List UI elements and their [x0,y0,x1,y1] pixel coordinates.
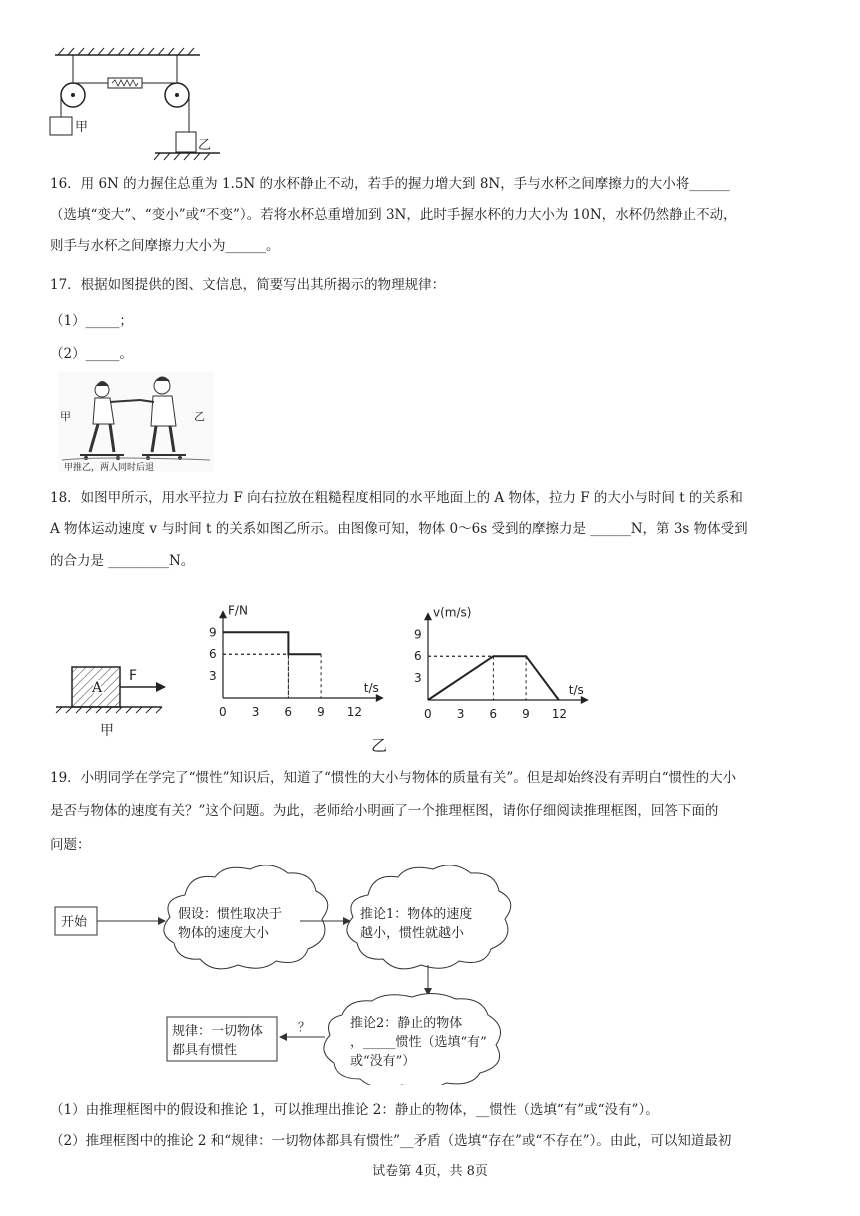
x-tick-label: 12 [551,707,568,721]
flow-start-text: 开始 [61,915,88,930]
flow-question-mark: ？ [298,1020,311,1034]
flow-inference2-l1: 推论2：静止的物体 [350,1016,463,1031]
fig-jia-label: 甲 [100,723,114,739]
q16-line3: 则手与水杯之间摩擦力大小为______。 [50,238,280,254]
fig-yi-label: 乙 [371,736,388,755]
x-tick-label: 12 [346,705,363,719]
label-yi: 乙 [198,138,212,153]
y-tick-label: 6 [209,647,217,662]
q17-blank1: （1）_____； [50,313,133,329]
skater-label-yi: 乙 [194,410,205,423]
x-axis-label: t/s [363,681,379,695]
block-pull-figure [52,650,182,742]
y-tick-label: 9 [414,627,422,642]
q19-line1: 19．小明同学在学完了“惯性”知识后，知道了“惯性的大小与物体的质量有关”。但是却始终没有弄明白“惯性的大小 [50,770,737,786]
x-tick-label: 9 [522,707,530,721]
q17-blank2: （2）_____。 [50,346,133,362]
y-axis-label: v(m/s) [433,605,472,620]
q16-line2: （选填“变大”、“变小”或“不变”）。若将水杯总重增加到 3N，此时手握水杯的力大小为 10N，水杯仍然静止不动， [50,207,737,223]
x-tick-label: 0 [424,707,432,721]
y-axis-label: F/N [228,603,248,618]
block-yi [176,132,196,152]
flow-law-l1: 规律：一切物体 [172,1024,264,1039]
spring-scale [108,78,142,88]
flow-inference2-l2: ，_____惯性（选填“有” [350,1035,487,1050]
y-tick-label: 6 [414,649,422,664]
block-jia [50,117,72,135]
flow-hypothesis-l1: 假设：惯性取决于 [178,907,283,922]
y-tick-label: 3 [209,669,217,684]
q19-sub2: （2）推理框图中的推论 2 和“规律：一切物体都具有惯性”__矛盾（选填“存在”或“不存在”）。由此，可以知道最初 [50,1133,732,1149]
f-t-chart [200,588,400,724]
q16-line1: 16．用 6N 的力握住总重为 1.5N 的水杯静止不动，若手的握力增大到 8N，手与水杯之间摩擦力的大小将______ [50,176,730,192]
block-a-label: A [92,680,103,696]
data-line [223,632,321,654]
page-footer: 试卷第 4页，共 8页 [372,1164,488,1179]
q19-line3: 问题： [50,837,91,853]
reasoning-flowchart [50,865,580,1085]
q19-line2: 是否与物体的速度有关？”这个问题。为此，老师给小明画了一个推理框图，请你仔细阅读推理框图，回答下面的 [50,803,719,819]
y-tick-label: 9 [209,625,217,640]
x-tick-label: 3 [456,707,465,721]
q18-line1: 18．如图甲所示，用水平拉力 F 向右拉放在粗糙程度相同的水平地面上的 A 物体，拉力 F 的大小与时间 t 的关系和 [50,490,743,506]
x-tick-label: 9 [317,705,325,719]
pulley-figure [40,40,220,162]
x-tick-label: 6 [284,705,293,719]
q18-line2: A 物体运动速度 v 与时间 t 的关系如图乙所示。由图像可知，物体 0～6s 受到的摩擦力是 ______N，第 3s 物体受到 [50,521,748,537]
skater-label-jia: 甲 [60,410,71,423]
y-axis-arrow [219,610,227,618]
x-tick-label: 6 [489,707,498,721]
flow-inference1-l2: 越小，惯性就越小 [360,926,465,941]
skaters-figure [58,372,214,472]
force-label: F [129,668,138,684]
x-axis-arrow [581,696,589,704]
x-tick-label: 0 [219,705,227,719]
flow-hypothesis-l2: 物体的速度大小 [178,926,270,941]
q18-line3: 的合力是 _________N。 [50,553,195,569]
flow-law-l2: 都具有惯性 [172,1043,238,1058]
q17-stem: 17．根据如图提供的图、文信息，简要写出其所揭示的物理规律： [50,277,446,293]
x-axis-arrow [376,694,384,702]
q19-sub1: （1）由推理框图中的假设和推论 1，可以推理出推论 2：静止的物体，__惯性（选填“有”或“没有”）。 [50,1102,659,1118]
label-jia: 甲 [75,120,89,135]
y-axis-arrow [424,612,432,620]
x-tick-label: 3 [251,705,260,719]
skaters-caption: 甲推乙，两人同时后退 [64,463,155,472]
x-axis-label: t/s [568,683,584,697]
flow-inference2-l3: 或“没有”） [350,1054,416,1069]
v-t-chart [408,588,598,724]
flow-inference1-l1: 推论1：物体的速度 [360,907,473,922]
y-tick-label: 3 [414,671,422,686]
